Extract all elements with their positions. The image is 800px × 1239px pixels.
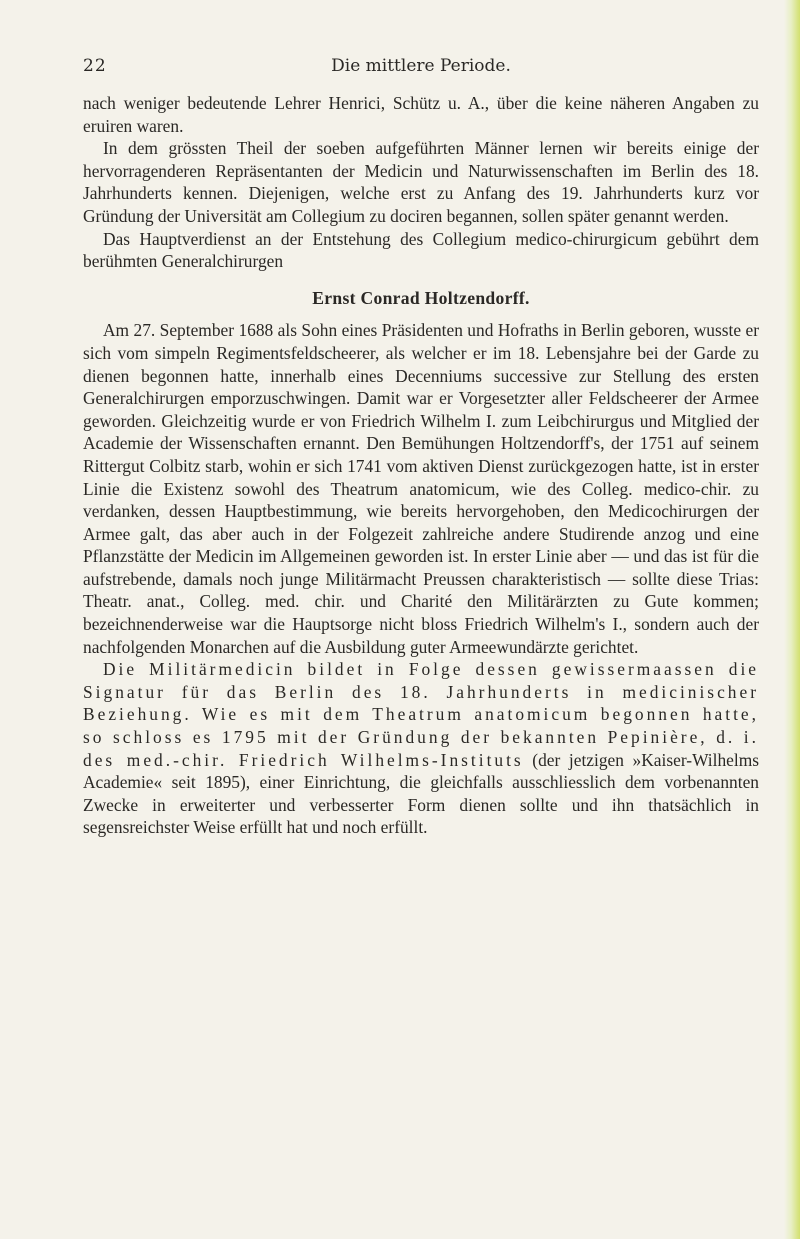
paragraph-1: nach weniger bedeutende Lehrer Henrici, Schütz u. A., über die keine näheren Angaben zu eruiren waren. xyxy=(83,93,759,136)
page-number: 22 xyxy=(83,56,107,76)
paragraph-3: Das Hauptverdienst an der Entstehung des Collegium medico-chirurgicum gebührt dem berühmten Generalchirurgen xyxy=(83,228,759,272)
paragraph-5 xyxy=(83,658,759,839)
running-title: Die mittlere Periode. xyxy=(331,56,511,76)
page-edge-discoloration xyxy=(784,0,800,1239)
page-header xyxy=(83,56,759,82)
paragraph-4: Am 27. September 1688 als Sohn eines Präsidenten und Hofraths in Berlin geboren, wusste er sich vom simpeln Regimentsfeldscheerer, als welcher er im 18. Lebensjahre bei der Garde zu dienen begonnen hatte, innerhalb eines Decenniums successive zur Stellung des ersten Generalchirurgen emporzuschwingen. Damit war er Vorgesetzter aller Feldscheerer der Armee geworden. Gleichzeitig wurde er von Friedrich Wilhelm I. zum Leibchirurgus und Mitglied der Academie der Wissenschaften ernannt. Den Bemühungen Holtzendorff's, der 1751 auf seinem Rittergut Colbitz starb, wohin er sich 1741 vom aktiven Dienst zurückgezogen hatte, ist in erster Linie die Existenz sowohl des Theatrum anatomicum, wie des Colleg. medico-chir. zu verdanken, dessen Hauptbestimmung, wie bereits hervorgehoben, den Medicochirurgen der Armee galt, das aber auch in der Folgezeit zahlreiche andere Studirende anzog und eine Pflanzstätte der Medicin im Allgemeinen geworden ist. In erster Linie aber — und das ist für die aufstrebende, damals noch junge Militärmacht Preussen charakteristisch — sollte diese Trias: Theatr. anat., Colleg. med. chir. und Charité den Militärärzten zu Gute kommen; bezeichnenderweise war die Hauptsorge nicht bloss Friedrich Wilhelm's I., sondern auch der nachfolgenden Monarchen auf die Ausbildung guter Armeewundärzte gerichtet. xyxy=(83,320,759,657)
section-heading: Ernst Conrad Holtzendorff. xyxy=(312,287,530,308)
paragraph-2: In dem grössten Theil der soeben aufgeführten Männer lernen wir bereits einige der hervorragenderen Repräsentanten der Medicin und Naturwissenschaften im Berlin des 18. Jahrhunderts kennen. Diejenigen, welche erst zu Anfang des 19. Jahrhunderts kurz vor Gründung der Universität am Collegium zu dociren begannen, sollen später genannt werden. xyxy=(83,138,759,226)
paragraph-5-rest: (der jetzigen »Kaiser-Wilhelms Academie« seit 1895), einer Einrichtung, die gleichfalls ausschliesslich dem vorbenannten Zwecke in erweiterter und verbesserter Form dienen sollte und ihn thatsächlich in segensreichster Weise erfüllt hat und noch erfüllt. xyxy=(83,749,760,838)
paragraph-5-spaced-text: Die Militärmedicin bildet in Folge dessen gewissermaassen die Signatur für das Berlin des 18. Jahrhunderts in medicinischer Beziehung. Wie es mit dem Theatrum anatomicum begonnen hatte, so schloss es 1795 mit der Gründung der bekannten Pepinière, d. i. des med.-chir. Friedrich Wilhelms-Instituts xyxy=(83,659,759,770)
body-text xyxy=(83,92,759,839)
